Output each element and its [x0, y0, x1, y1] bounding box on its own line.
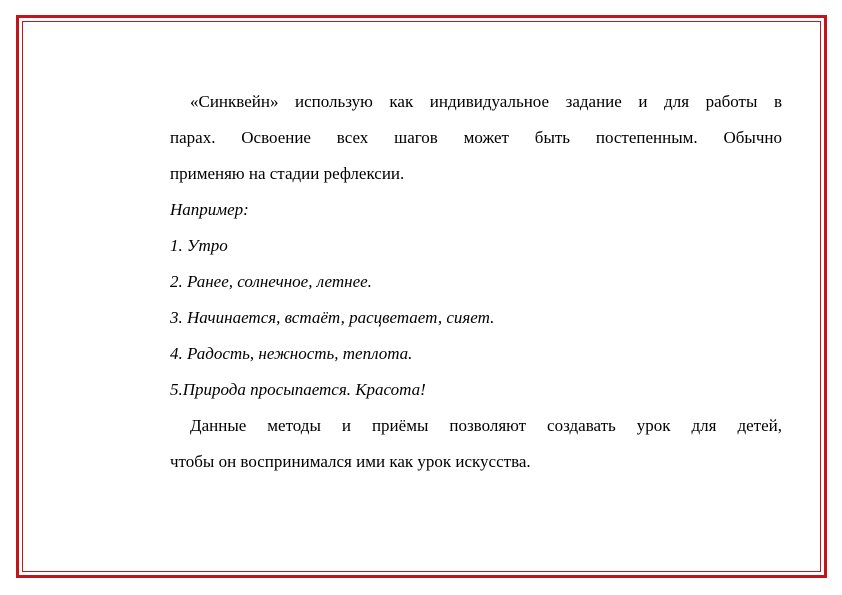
paragraph-intro [170, 84, 782, 192]
example-item: 2. Ранее, солнечное, летнее. [170, 272, 372, 291]
example-block [170, 192, 782, 408]
paragraph-line: парах. Освоение всех шагов может быть постепенным. Обычно [170, 128, 782, 147]
paragraph-line: Данные методы и приёмы позволяют создавать урок для детей, [190, 416, 782, 435]
example-heading: Например: [170, 200, 249, 219]
paragraph-line: применяю на стадии рефлексии. [170, 164, 405, 183]
example-item: 1. Утро [170, 236, 228, 255]
paragraph-conclusion [170, 408, 782, 480]
paragraph-line: «Синквейн» использую как индивидуальное задание и для работы в [190, 92, 782, 111]
document-body [170, 84, 782, 480]
example-item: 3. Начинается, встаёт, расцветает, сияет. [170, 308, 495, 327]
example-item: 5.Природа просыпается. Красота! [170, 380, 426, 399]
example-item: 4. Радость, нежность, теплота. [170, 344, 413, 363]
paragraph-line: чтобы он воспринимался ими как урок искусства. [170, 452, 531, 471]
